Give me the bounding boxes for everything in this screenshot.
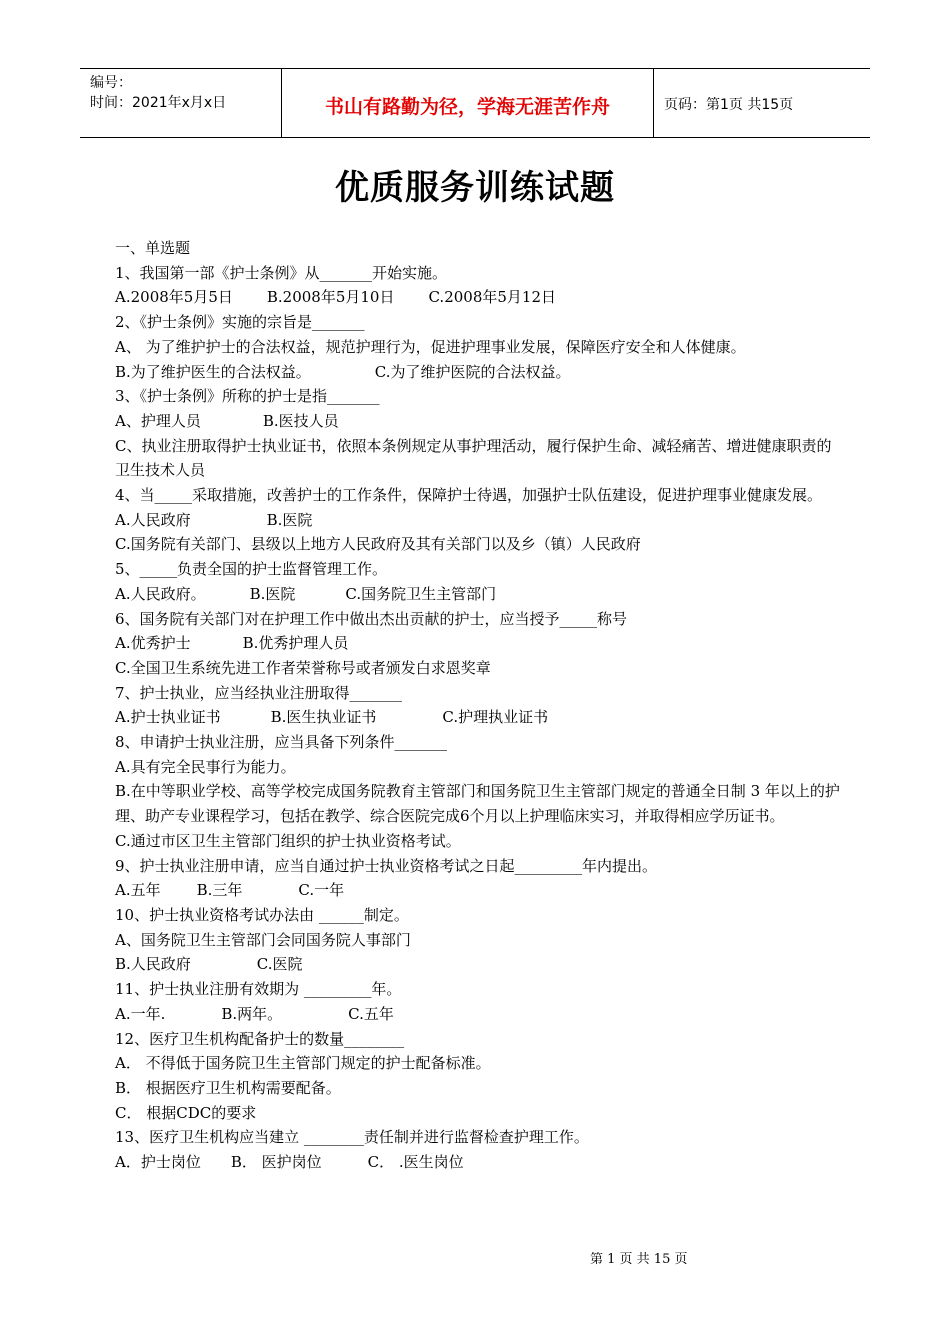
line-text: A、 为了维护护士的合法权益，规范护理行为，促进护理事业发展，保障医疗安全和人体健康。 xyxy=(115,337,746,356)
text-line xyxy=(115,977,840,1002)
page-info: 页码：第1页 共15页 xyxy=(664,97,794,113)
line-text: 1、我国第一部《护士条例》从_______开始实施。 xyxy=(115,263,448,282)
text-line xyxy=(115,335,840,360)
line-text: 12、医疗卫生机构配备护士的数量________ xyxy=(115,1029,405,1048)
line-text: C.全国卫生系统先进工作者荣誉称号或者颁发白求恩奖章 xyxy=(115,658,491,677)
line-text: C、执业注册取得护士执业证书，依照本条例规定从事护理活动，履行保护生命、减轻痛苦、增进健康职责的卫生技术人员 xyxy=(115,436,832,480)
line-text: B.在中等职业学校、高等学校完成国务院教育主管部门和国务院卫生主管部门规定的普通全日制 3 年以上的护理、助产专业课程学习，包括在教学、综合医院完成6个月以上护理临床实习，并取得相应学历证书。 xyxy=(115,782,840,826)
line-text: 9、护士执业注册申请，应当自通过护士执业资格考试之日起_________年内提出。 xyxy=(115,856,658,875)
option-text: A.2008年5月5日 xyxy=(115,288,233,307)
text-line xyxy=(115,1150,840,1175)
option-text: A.一年. xyxy=(115,1004,166,1023)
text-line xyxy=(115,779,840,828)
option-text: B.医生执业证书 xyxy=(270,708,377,727)
option-text: B.人民政府 xyxy=(115,955,191,974)
option-text: C.国务院卫生主管部门 xyxy=(345,584,497,603)
line-text: A.具有完全民事行为能力。 xyxy=(115,757,296,776)
header-table xyxy=(80,68,870,138)
option-text: A.优秀护士 xyxy=(115,634,191,653)
option-text: B.2008年5月10日 xyxy=(266,288,395,307)
option-text: B.三年 xyxy=(196,881,243,900)
option-text: B.医院 xyxy=(249,584,296,603)
text-line xyxy=(115,730,840,755)
line-text: 13、医疗卫生机构应当建立 ________责任制并进行监督检查护理工作。 xyxy=(115,1128,589,1147)
line-text: 2、《护士条例》实施的宗旨是_______ xyxy=(115,313,365,332)
option-text: C． .医生岗位 xyxy=(367,1153,464,1172)
date-line: 时间：2021年x月x日 xyxy=(90,95,227,111)
question-body xyxy=(115,236,840,1175)
option-text: C.一年 xyxy=(298,881,345,900)
line-text: 3、《护士条例》所称的护士是指_______ xyxy=(115,387,380,406)
text-line xyxy=(115,557,840,582)
text-line xyxy=(115,360,840,385)
option-text: A.五年 xyxy=(115,881,161,900)
text-line xyxy=(115,607,840,632)
line-text: 5、_____负责全国的护士监督管理工作。 xyxy=(115,560,388,579)
option-text: A、护理人员 xyxy=(115,411,201,430)
text-line xyxy=(115,656,840,681)
option-text: A.人民政府 xyxy=(115,510,191,529)
option-text: B.优秀护理人员 xyxy=(242,634,349,653)
text-line xyxy=(115,409,840,434)
text-line xyxy=(115,261,840,286)
text-line xyxy=(115,1051,840,1076)
line-text: 6、国务院有关部门对在护理工作中做出杰出贡献的护士，应当授予_____称号 xyxy=(115,609,628,628)
text-line xyxy=(115,681,840,706)
motto: 书山有路勤为径，学海无涯苦作舟 xyxy=(282,69,654,137)
text-line xyxy=(115,1002,840,1027)
text-line xyxy=(115,829,840,854)
header-meta-cell xyxy=(80,69,282,137)
option-text: B.医技人员 xyxy=(262,411,339,430)
line-text: 11、护士执业注册有效期为 _________年。 xyxy=(115,980,402,999)
text-line xyxy=(115,434,840,483)
text-line xyxy=(115,1101,840,1126)
line-text: 一、单选题 xyxy=(115,239,191,257)
option-text: B． 医护岗位 xyxy=(230,1153,322,1172)
line-text: A． 不得低于国务院卫生主管部门规定的护士配备标准。 xyxy=(115,1054,491,1073)
line-text: B． 根据医疗卫生机构需要配备。 xyxy=(115,1078,341,1097)
line-text: 8、申请护士执业注册，应当具备下列条件_______ xyxy=(115,733,448,752)
text-line xyxy=(115,384,840,409)
option-text: A.人民政府。 xyxy=(115,584,206,603)
option-text: C.为了维护医院的合法权益。 xyxy=(374,362,571,381)
line-text: 10、护士执业资格考试办法由 ______制定。 xyxy=(115,905,409,924)
option-text: B.为了维护医生的合法权益。 xyxy=(115,362,311,381)
text-line xyxy=(115,532,840,557)
line-text: C.通过市区卫生主管部门组织的护士执业资格考试。 xyxy=(115,831,461,850)
line-text: C． 根据CDC的要求 xyxy=(115,1103,257,1122)
text-line xyxy=(115,310,840,335)
page-footer: 第 1 页 共 15 页 xyxy=(590,1252,688,1267)
line-text: 4、当_____采取措施，改善护士的工作条件，保障护士待遇，加强护士队伍建设，促进护理事业健康发展。 xyxy=(115,486,823,505)
text-line xyxy=(115,705,840,730)
text-line xyxy=(115,903,840,928)
option-text: C.医院 xyxy=(256,955,303,974)
line-text: 7、护士执业，应当经执业注册取得_______ xyxy=(115,683,403,702)
option-text: A．护士岗位 xyxy=(115,1153,201,1172)
text-line xyxy=(115,952,840,977)
text-line xyxy=(115,1027,840,1052)
text-line xyxy=(115,285,840,310)
text-line xyxy=(115,1125,840,1150)
line-text: A、国务院卫生主管部门会同国务院人事部门 xyxy=(115,930,411,949)
option-text: C.2008年5月12日 xyxy=(428,288,556,307)
text-line xyxy=(115,631,840,656)
text-line xyxy=(115,755,840,780)
text-line xyxy=(115,508,840,533)
text-line xyxy=(115,483,840,508)
text-line xyxy=(115,236,840,261)
text-line xyxy=(115,878,840,903)
page-title: 优质服务训练试题 xyxy=(335,168,615,208)
line-text: C.国务院有关部门、县级以上地方人民政府及其有关部门以及乡（镇）人民政府 xyxy=(115,535,641,554)
option-text: B.医院 xyxy=(266,510,313,529)
number-label: 编号： xyxy=(90,75,132,91)
text-line xyxy=(115,582,840,607)
text-line xyxy=(115,854,840,879)
option-text: C.护理执业证书 xyxy=(442,708,549,727)
option-text: B.两年。 xyxy=(221,1004,283,1023)
option-text: A.护士执业证书 xyxy=(115,708,221,727)
text-line xyxy=(115,928,840,953)
option-text: C.五年 xyxy=(348,1004,394,1023)
text-line xyxy=(115,1076,840,1101)
